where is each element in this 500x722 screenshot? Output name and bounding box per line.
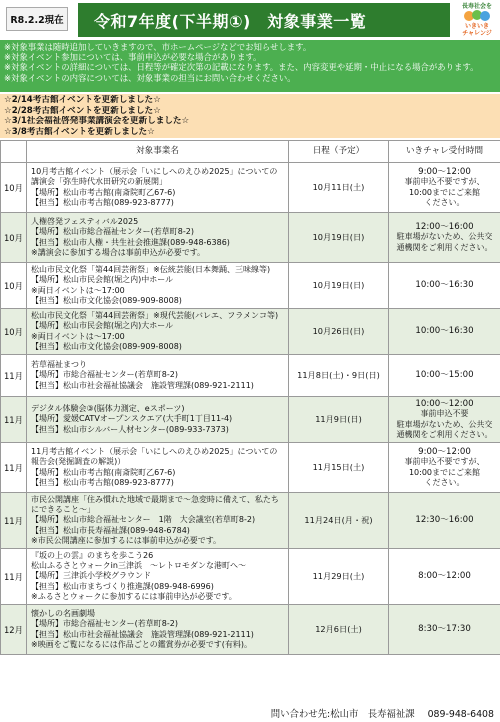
event-line: 【担当】松山市人権・共生社会推進課(089-948-6386) [31, 237, 230, 247]
date-cell [289, 163, 389, 213]
table-row [1, 397, 500, 443]
date-cell [289, 309, 389, 355]
time-range: 8:30～17:30 [418, 624, 471, 635]
date-cell [289, 549, 389, 605]
header-time: いきチャレ受付時間 [389, 141, 500, 163]
date-label: 10月11日(土) [312, 182, 365, 193]
event-cell [27, 605, 289, 655]
event-line: 松山市民文化祭「第44回芸術祭」※伝統芸能(日本舞踊、三味線等) [31, 265, 271, 275]
month-cell [1, 263, 27, 309]
time-cell [389, 397, 500, 443]
time-note: 駐車場がないため、公共交 [396, 419, 493, 429]
time-cell [389, 163, 500, 213]
month-label: 11月 [3, 462, 24, 473]
table-row [1, 493, 500, 549]
event-line: 【担当】松山市考古館(089-923-8777) [31, 197, 174, 207]
event-line: 【場所】松山市総合福祉センター(若草町8-2) [31, 227, 194, 237]
ikichare-logo-icon [456, 1, 498, 39]
time-note: ください。 [424, 477, 465, 487]
time-note: 通機関をご利用ください。 [396, 429, 493, 439]
month-label: 12月 [3, 624, 24, 635]
event-table [0, 140, 500, 655]
date-label: 11月8日(土)・9日(日) [297, 370, 380, 381]
logo-bottom-text-2: チャレンジ [462, 30, 492, 37]
update-line: ☆3/8考古館イベントを更新しました☆ [4, 126, 155, 137]
updates-box [0, 94, 500, 138]
event-line: 【場所】三津浜小学校グラウンド [31, 571, 151, 581]
month-cell [1, 549, 27, 605]
table-body [1, 163, 500, 655]
event-cell [27, 493, 289, 549]
month-cell [1, 493, 27, 549]
time-note: 通機関をご利用ください。 [396, 242, 493, 252]
time-cell [389, 443, 500, 493]
time-cell [389, 493, 500, 549]
logo-bottom-text-1: いきいき [464, 23, 489, 30]
time-range: 8:00～12:00 [418, 571, 471, 582]
event-cell [27, 163, 289, 213]
table-row [1, 605, 500, 655]
date-label: 11月24日(月・祝) [304, 515, 373, 526]
event-cell [27, 397, 289, 443]
month-cell [1, 397, 27, 443]
time-range: 10:00～12:00 [415, 399, 474, 410]
contact-phone: 089-948-6408 [427, 709, 494, 720]
date-cell [289, 213, 389, 263]
time-range: 10:00～15:00 [415, 370, 474, 381]
event-cell [27, 309, 289, 355]
time-note: 駐車場がないため、公共交 [396, 232, 493, 242]
event-line: 【場所】愛媛CATVオープンスクエア(大手町1丁目11-4) [31, 414, 233, 424]
time-range: 10:00～16:30 [415, 280, 474, 291]
event-line: 【場所】松山市考古館(南斎院町乙67-6) [31, 467, 176, 477]
time-range: 12:00～16:00 [415, 222, 474, 233]
month-label: 10月 [3, 280, 24, 291]
time-note: 事前申込不要 [420, 409, 469, 419]
table-row [1, 549, 500, 605]
event-line: 【担当】松山市シルバー人材センター(089-933-7373) [31, 424, 229, 434]
event-cell [27, 549, 289, 605]
month-label: 11月 [3, 414, 24, 425]
table-row [1, 213, 500, 263]
time-range: 10:00～16:30 [415, 326, 474, 337]
month-label: 11月 [3, 571, 24, 582]
notice-line: ※対象事業は随時追加していきますので、市ホームページなどでお知らせします。 [4, 42, 312, 52]
event-line: 【場所】市総合福祉センター(若草町8-2) [31, 619, 178, 629]
event-line: 10月考古館イベント（展示会「いにしへのえひめ2025」についての [31, 167, 278, 177]
time-cell [389, 263, 500, 309]
event-line: 報告会(発掘調査の解説)） [31, 457, 126, 467]
table-row [1, 309, 500, 355]
event-line: 11月考古館イベント（展示会「いにしへのえひめ2025」についての [31, 447, 278, 457]
month-cell [1, 163, 27, 213]
event-line: 【場所】松山市総合福祉センター 1階 大会議室(若草町8-2) [31, 515, 256, 525]
event-line: 懐かしの名画劇場 [31, 609, 95, 619]
header-date: 日程（予定） [289, 141, 389, 163]
table-row [1, 263, 500, 309]
table-row [1, 355, 500, 397]
logo-top-text: 長寿社会を [461, 3, 492, 10]
date-cell [289, 355, 389, 397]
table-row [1, 443, 500, 493]
contact-label: 問い合わせ先:松山市 長寿福祉課 [270, 709, 415, 720]
event-line: 【担当】松山市社会福祉協議会 施設管理課(089-921-2111) [31, 380, 254, 390]
event-line: 人権啓発フェスティバル2025 [31, 217, 139, 227]
time-cell [389, 549, 500, 605]
update-line: ☆2/28考古館イベントを更新しました☆ [4, 105, 161, 116]
month-label: 10月 [3, 182, 24, 193]
event-line: ※講演会に参加する場合は事前申込が必要です。 [31, 247, 206, 257]
date-cell [289, 443, 389, 493]
month-label: 11月 [3, 515, 24, 526]
time-cell [389, 309, 500, 355]
header-event: 対象事業名 [27, 141, 289, 163]
event-line: 松山市民文化祭「第44回芸術祭」※現代芸能(バレエ、フラメンコ等) [31, 311, 279, 321]
event-cell [27, 263, 289, 309]
time-range: 12:30～16:00 [415, 515, 474, 526]
date-label: 10月19日(日) [312, 232, 365, 243]
event-line: ※映画をご覧になるには作品ごとの鑑賞券が必要です(有料)。 [31, 639, 252, 649]
date-label: 11月15日(土) [312, 462, 365, 473]
header [0, 0, 500, 40]
date-cell [289, 397, 389, 443]
month-label: 11月 [3, 370, 24, 381]
date-cell [289, 605, 389, 655]
time-cell [389, 605, 500, 655]
month-cell [1, 213, 27, 263]
notice-box [0, 40, 500, 92]
event-line: 【担当】松山市社会福祉協議会 施設管理課(089-921-2111) [31, 629, 254, 639]
time-note: ください。 [424, 197, 465, 207]
date-label: 10月19日(日) [312, 280, 365, 291]
event-cell [27, 443, 289, 493]
event-cell [27, 213, 289, 263]
table-row [1, 163, 500, 213]
month-cell [1, 355, 27, 397]
month-label: 10月 [3, 232, 24, 243]
notice-line: ※対象イベント参加については、事前申込が必要な場合があります。 [4, 52, 262, 63]
event-line: ※両日イベントは～17:00 [31, 285, 125, 295]
month-cell [1, 309, 27, 355]
notice-line: ※対象イベントの内容については、対象事業の担当にお問い合わせください。 [4, 72, 296, 83]
event-line: 【担当】松山市文化協会(089-909-8008) [31, 341, 182, 351]
time-note: 10:00までにご来館 [408, 187, 481, 197]
table-header-row [1, 141, 500, 163]
date-label: 12月6日(土) [315, 624, 362, 635]
date-cell [289, 493, 389, 549]
event-line: デジタル体験会③(脳体力測定、eスポーツ) [31, 404, 185, 414]
event-line: ※市民公開講座に参加するには事前申込が必要です。 [31, 535, 222, 545]
date-label: 11月29日(土) [312, 571, 365, 582]
update-line: ☆3/1社会福祉啓発事業講演会を更新しました☆ [4, 116, 190, 126]
event-line: 【場所】松山市民会館(堀之内)中ホール [31, 275, 174, 285]
month-cell [1, 443, 27, 493]
update-line: ☆2/14考古館イベントを更新しました☆ [4, 95, 161, 105]
time-note: 事前申込不要ですが、 [404, 457, 485, 467]
event-line: 【場所】松山市考古館(南斎院町乙67-6) [31, 187, 176, 197]
event-cell [27, 355, 289, 397]
event-line: 講演会「弥生時代水田研究の新展開」 [31, 177, 167, 187]
month-cell [1, 605, 27, 655]
date-badge: R8.2.2現在 [6, 7, 68, 31]
event-line: ※両日イベントは～17:00 [31, 331, 125, 341]
event-line: 【担当】松山市文化協会(089-909-8008) [31, 295, 182, 305]
footer [0, 706, 500, 722]
event-line: ※ふるさとウォークに参加するには事前申込が必要です。 [31, 591, 237, 601]
time-range: 9:00～12:00 [418, 447, 471, 458]
month-label: 10月 [3, 326, 24, 337]
event-line: 若草福祉まつり [31, 360, 87, 370]
header-month [1, 141, 27, 163]
event-line: 【担当】松山市まちづくり推進課(089-948-6996) [31, 581, 214, 591]
event-line: 市民公開講座「住み慣れた地域で最期まで～急変時に備えて、私たち [31, 495, 279, 504]
time-cell [389, 213, 500, 263]
date-cell [289, 263, 389, 309]
time-range: 9:00～12:00 [418, 167, 471, 178]
event-line: 【場所】市総合福祉センター(若草町8-2) [31, 370, 178, 380]
event-line: 【担当】松山市考古館(089-923-8777) [31, 477, 174, 487]
page-title: 令和7年度(下半期①) 対象事業一覧 [78, 3, 450, 37]
time-cell [389, 355, 500, 397]
event-line: 『坂の上の雲』のまちを歩こう26 [31, 551, 154, 561]
event-line: 【場所】松山市民会館(堀之内)大ホール [31, 321, 174, 331]
notice-line: ※対象イベントの詳細については、日程等が確定次第の記載になります。また、内容変更や延期・中止になる場合があります。 [4, 62, 479, 73]
date-label: 10月26日(日) [312, 326, 365, 337]
event-line: 松山ふるさとウォークin三津浜 ～レトロモダンな港町へ～ [31, 561, 247, 571]
time-note: 10:00までにご来館 [408, 467, 481, 477]
date-label: 11月9日(日) [315, 414, 362, 425]
time-note: 事前申込不要ですが、 [404, 177, 485, 187]
event-line: 【担当】松山市長寿福祉課(089-948-6784) [31, 525, 190, 535]
event-line: にできること～」 [31, 505, 95, 515]
